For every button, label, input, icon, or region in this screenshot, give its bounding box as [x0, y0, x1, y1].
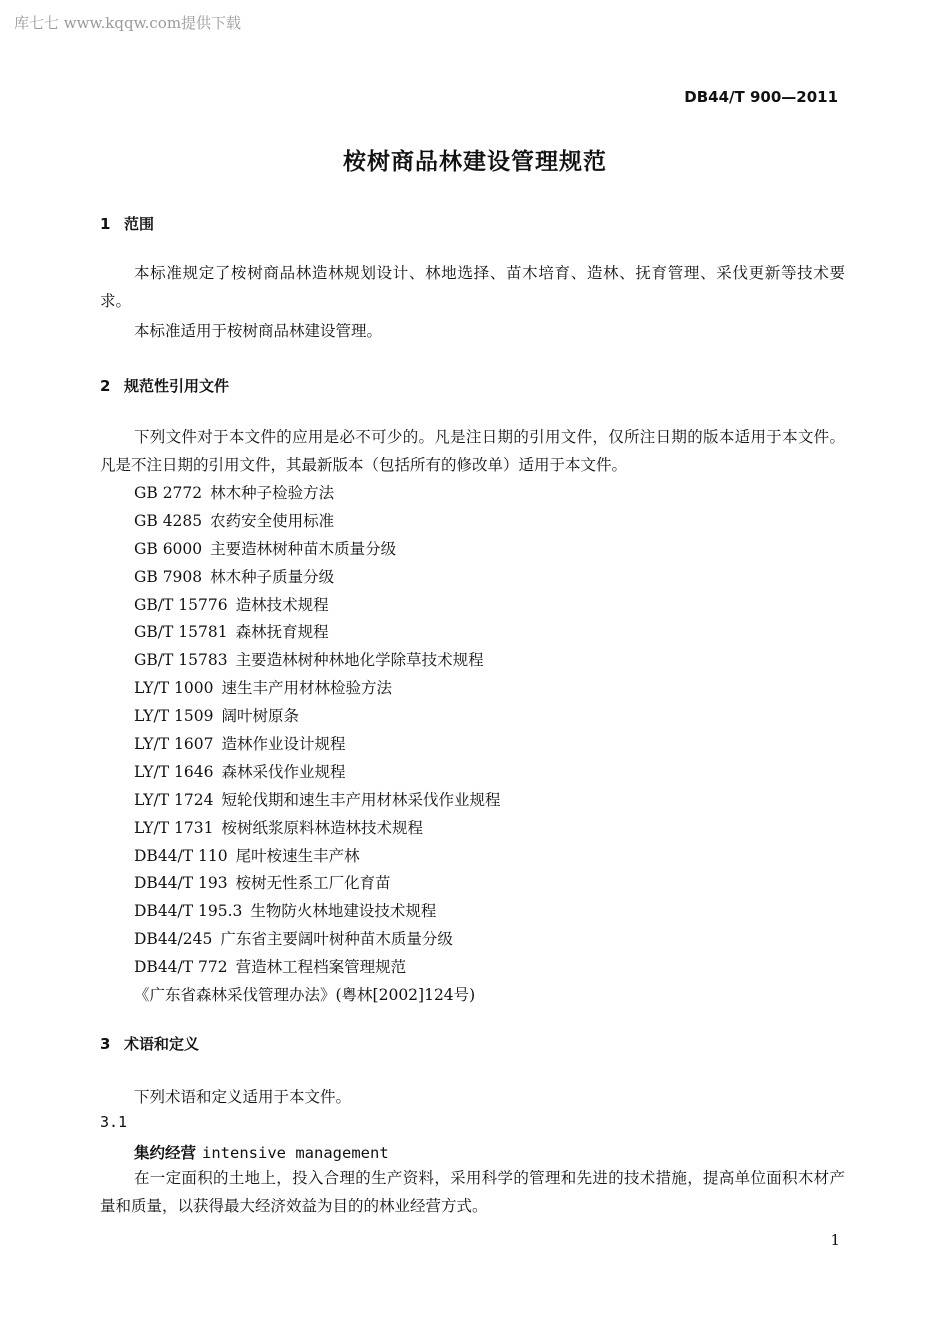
reference-name: 尾叶桉速生丰产林	[235, 846, 360, 865]
reference-item	[134, 592, 500, 620]
section-3-intro: 下列术语和定义适用于本文件。	[134, 1088, 352, 1106]
reference-code: LY/T 1731	[134, 818, 214, 837]
reference-name: 速生丰产用材林检验方法	[221, 679, 392, 698]
reference-item	[134, 703, 500, 731]
reference-item	[134, 954, 500, 982]
section-number: 1	[100, 215, 111, 233]
reference-code: LY/T 1724	[134, 790, 214, 809]
reference-code: LY/T 1646	[134, 762, 214, 781]
section-title: 规范性引用文件	[124, 377, 230, 395]
reference-code: GB/T 15781	[134, 623, 228, 642]
reference-name: 森林抚育规程	[235, 623, 329, 642]
reference-code: GB 2772	[134, 484, 203, 502]
reference-name: 生物防火林地建设技术规程	[250, 902, 437, 921]
section-3-heading	[100, 1033, 199, 1054]
page-number: 1	[830, 1231, 840, 1249]
reference-name: 营造林工程档案管理规范	[235, 958, 407, 977]
section-2-heading	[100, 375, 229, 396]
term-chinese: 集约经营	[134, 1144, 197, 1162]
reference-code: GB 7908	[134, 567, 203, 586]
reference-code: DB44/T 110	[134, 846, 228, 865]
reference-item	[134, 675, 500, 703]
document-title: 桉树商品林建设管理规范	[343, 149, 607, 175]
term-entry	[134, 1141, 389, 1163]
standard-number: DB44/T 900—2011	[684, 88, 838, 106]
reference-name: 农药安全使用标准	[210, 511, 335, 530]
reference-code: DB44/T 772	[134, 958, 228, 977]
reference-item	[134, 898, 500, 926]
reference-item	[134, 564, 500, 592]
reference-item-regulation: 《广东省森林采伐管理办法》(粤林[2002]124号)	[134, 986, 476, 1005]
reference-item	[134, 926, 500, 954]
reference-item	[134, 536, 500, 564]
reference-item	[134, 508, 500, 536]
section-number: 3	[100, 1035, 111, 1053]
reference-name: 森林采伐作业规程	[221, 762, 346, 781]
reference-name: 林木种子质量分级	[210, 567, 335, 586]
reference-code: DB44/T 195.3	[134, 902, 243, 921]
term-definition: 在一定面积的土地上，投入合理的生产资料，采用科学的管理和先进的技术措施，提高单位面积木材产量和质量，以获得最大经济效益为目的的林业经营方式。	[100, 1169, 845, 1215]
watermark-text: 库七七 www.kqqw.com提供下载	[14, 14, 242, 32]
reference-item	[134, 815, 500, 843]
reference-name: 桉树纸浆原料林造林技术规程	[221, 818, 423, 837]
reference-code: GB/T 15776	[134, 595, 228, 614]
reference-name: 广东省主要阔叶树种苗木质量分级	[220, 930, 453, 949]
reference-code: LY/T 1000	[134, 679, 214, 698]
reference-item	[134, 759, 500, 787]
reference-code: LY/T 1607	[134, 735, 214, 754]
subsection-number: 3.1	[100, 1113, 128, 1131]
reference-item	[134, 647, 500, 675]
section-1-paragraph-1: 本标准规定了桉树商品林造林规划设计、林地选择、苗木培育、造林、抚育管理、采伐更新等技术要求。	[100, 264, 845, 310]
reference-item	[134, 731, 500, 759]
term-english: intensive management	[202, 1144, 389, 1162]
reference-name: 林木种子检验方法	[210, 484, 335, 502]
reference-code: GB 4285	[134, 511, 203, 530]
section-title: 范围	[124, 215, 155, 233]
section-1-paragraph-2: 本标准适用于桉树商品林建设管理。	[134, 322, 383, 340]
section-number: 2	[100, 377, 111, 395]
section-title: 术语和定义	[124, 1035, 200, 1053]
reference-name: 阔叶树原条	[221, 707, 299, 726]
reference-item	[134, 843, 500, 871]
reference-name: 造林作业设计规程	[221, 735, 346, 754]
reference-item	[134, 480, 500, 508]
reference-item	[134, 870, 500, 898]
reference-name: 桉树无性系工厂化育苗	[235, 874, 391, 893]
reference-name: 造林技术规程	[235, 595, 329, 614]
reference-code: DB44/245	[134, 930, 213, 949]
reference-code: GB 6000	[134, 539, 203, 558]
reference-code: GB/T 15783	[134, 651, 228, 670]
reference-item	[134, 787, 500, 815]
normative-references-list	[134, 480, 500, 1010]
reference-name: 短轮伐期和速生丰产用材林采伐作业规程	[221, 790, 501, 809]
reference-name: 主要造林树种苗木质量分级	[210, 539, 397, 558]
reference-name: 主要造林树种林地化学除草技术规程	[235, 651, 484, 670]
section-2-intro: 下列文件对于本文件的应用是必不可少的。凡是注日期的引用文件，仅所注日期的版本适用于本文件。凡是不注日期的引用文件，其最新版本（包括所有的修改单）适用于本文件。	[100, 428, 845, 474]
reference-code: LY/T 1509	[134, 707, 214, 726]
section-1-heading	[100, 213, 154, 234]
reference-code: DB44/T 193	[134, 874, 228, 893]
reference-item	[134, 619, 500, 647]
